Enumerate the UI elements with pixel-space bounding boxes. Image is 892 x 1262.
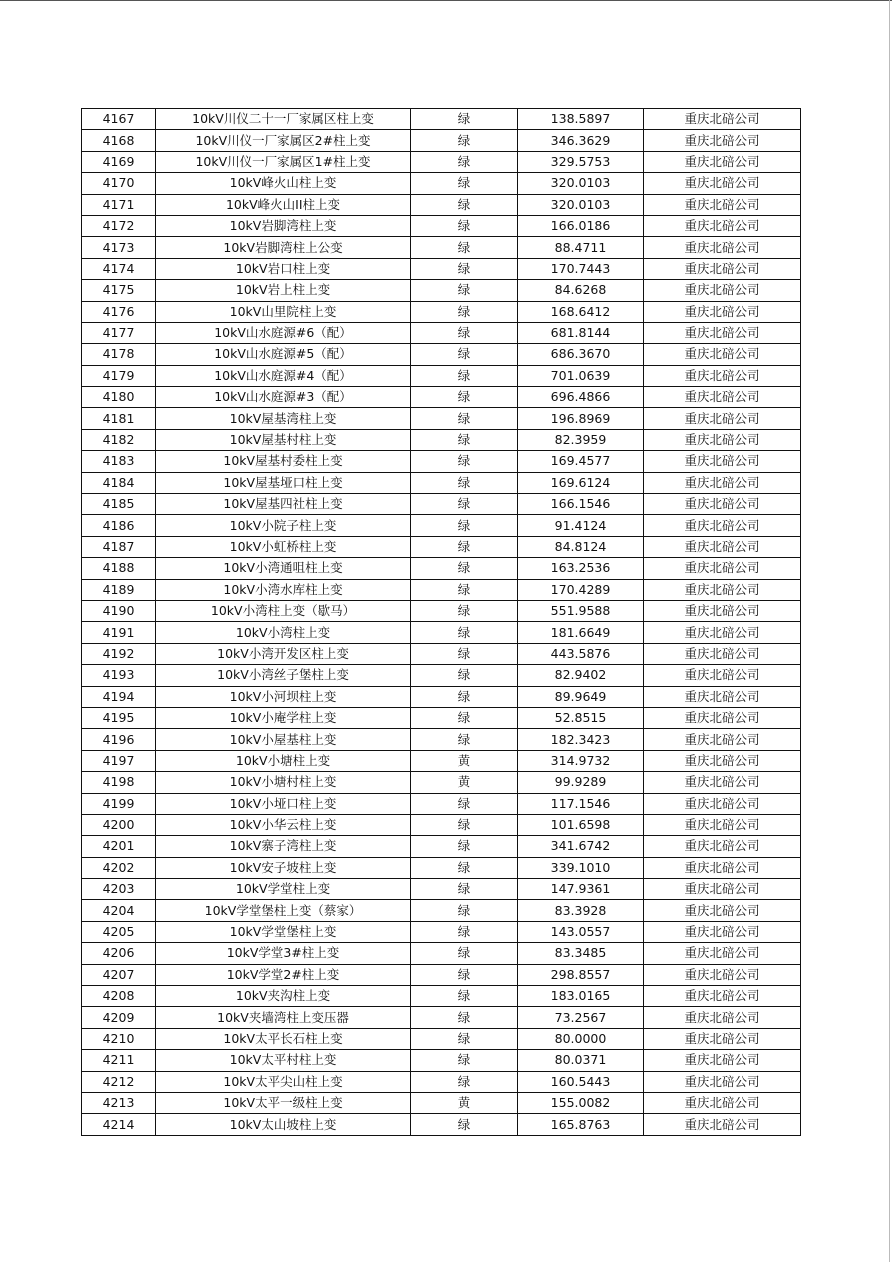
- status-cell: 绿: [411, 515, 518, 536]
- transformer-name-cell: 10kV川仪二十一厂家属区柱上变: [156, 109, 411, 130]
- company-cell: 重庆北碚公司: [644, 408, 801, 429]
- table-row: [82, 836, 801, 857]
- company-cell: 重庆北碚公司: [644, 1028, 801, 1049]
- table-row: [82, 986, 801, 1007]
- value-cell: 80.0000: [518, 1028, 644, 1049]
- company-cell: 重庆北碚公司: [644, 665, 801, 686]
- table-row: [82, 707, 801, 728]
- status-cell: 绿: [411, 600, 518, 621]
- status-cell: 绿: [411, 857, 518, 878]
- status-cell: 绿: [411, 707, 518, 728]
- row-id-cell: 4172: [82, 215, 156, 236]
- value-cell: 147.9361: [518, 879, 644, 900]
- transformer-name-cell: 10kV夹沟柱上变: [156, 986, 411, 1007]
- status-cell: 绿: [411, 879, 518, 900]
- table-row: [82, 665, 801, 686]
- table-row: [82, 536, 801, 557]
- value-cell: 320.0103: [518, 194, 644, 215]
- status-cell: 黄: [411, 1092, 518, 1113]
- status-cell: 绿: [411, 943, 518, 964]
- status-cell: 绿: [411, 429, 518, 450]
- table-row: [82, 814, 801, 835]
- company-cell: 重庆北碚公司: [644, 237, 801, 258]
- table-row: [82, 194, 801, 215]
- transformer-name-cell: 10kV太平长石柱上变: [156, 1028, 411, 1049]
- value-cell: 155.0082: [518, 1092, 644, 1113]
- value-cell: 166.1546: [518, 494, 644, 515]
- company-cell: 重庆北碚公司: [644, 472, 801, 493]
- company-cell: 重庆北碚公司: [644, 1071, 801, 1092]
- table-row: [82, 1114, 801, 1135]
- value-cell: 298.8557: [518, 964, 644, 985]
- table-row: [82, 643, 801, 664]
- status-cell: 绿: [411, 173, 518, 194]
- row-id-cell: 4189: [82, 579, 156, 600]
- row-id-cell: 4173: [82, 237, 156, 258]
- transformer-name-cell: 10kV小塘村柱上变: [156, 772, 411, 793]
- transformer-name-cell: 10kV山水庭源#5（配）: [156, 344, 411, 365]
- value-cell: 82.9402: [518, 665, 644, 686]
- transformer-name-cell: 10kV屋基村委柱上变: [156, 451, 411, 472]
- table-row: [82, 750, 801, 771]
- status-cell: 绿: [411, 836, 518, 857]
- transformer-name-cell: 10kV小虹桥柱上变: [156, 536, 411, 557]
- table-row: [82, 579, 801, 600]
- value-cell: 320.0103: [518, 173, 644, 194]
- status-cell: 绿: [411, 451, 518, 472]
- row-id-cell: 4179: [82, 365, 156, 386]
- table-row: [82, 921, 801, 942]
- transformer-name-cell: 10kV岩脚湾柱上变: [156, 215, 411, 236]
- row-id-cell: 4208: [82, 986, 156, 1007]
- status-cell: 绿: [411, 643, 518, 664]
- status-cell: 绿: [411, 365, 518, 386]
- transformer-name-cell: 10kV寨子湾柱上变: [156, 836, 411, 857]
- table-row: [82, 857, 801, 878]
- value-cell: 80.0371: [518, 1050, 644, 1071]
- status-cell: 绿: [411, 387, 518, 408]
- value-cell: 168.6412: [518, 301, 644, 322]
- value-cell: 341.6742: [518, 836, 644, 857]
- row-id-cell: 4191: [82, 622, 156, 643]
- company-cell: 重庆北碚公司: [644, 109, 801, 130]
- status-cell: 绿: [411, 130, 518, 151]
- company-cell: 重庆北碚公司: [644, 686, 801, 707]
- status-cell: 绿: [411, 921, 518, 942]
- row-id-cell: 4169: [82, 151, 156, 172]
- transformer-name-cell: 10kV学堂堡柱上变（蔡家）: [156, 900, 411, 921]
- company-cell: 重庆北碚公司: [644, 451, 801, 472]
- row-id-cell: 4214: [82, 1114, 156, 1135]
- row-id-cell: 4201: [82, 836, 156, 857]
- transformer-name-cell: 10kV屋基湾柱上变: [156, 408, 411, 429]
- value-cell: 169.6124: [518, 472, 644, 493]
- transformer-name-cell: 10kV小湾柱上变: [156, 622, 411, 643]
- transformer-name-cell: 10kV太平尖山柱上变: [156, 1071, 411, 1092]
- company-cell: 重庆北碚公司: [644, 1007, 801, 1028]
- table-row: [82, 1007, 801, 1028]
- company-cell: 重庆北碚公司: [644, 322, 801, 343]
- table-row: [82, 215, 801, 236]
- status-cell: 绿: [411, 558, 518, 579]
- status-cell: 绿: [411, 1007, 518, 1028]
- table-row: [82, 237, 801, 258]
- transformer-table: [81, 108, 801, 1136]
- transformer-name-cell: 10kV安子坡柱上变: [156, 857, 411, 878]
- transformer-name-cell: 10kV小华云柱上变: [156, 814, 411, 835]
- transformer-name-cell: 10kV小塘柱上变: [156, 750, 411, 771]
- value-cell: 686.3670: [518, 344, 644, 365]
- value-cell: 138.5897: [518, 109, 644, 130]
- transformer-name-cell: 10kV小湾开发区柱上变: [156, 643, 411, 664]
- value-cell: 443.5876: [518, 643, 644, 664]
- table-row: [82, 622, 801, 643]
- company-cell: 重庆北碚公司: [644, 1050, 801, 1071]
- company-cell: 重庆北碚公司: [644, 772, 801, 793]
- row-id-cell: 4184: [82, 472, 156, 493]
- table-row: [82, 451, 801, 472]
- transformer-name-cell: 10kV小庵学柱上变: [156, 707, 411, 728]
- value-cell: 183.0165: [518, 986, 644, 1007]
- table-row: [82, 729, 801, 750]
- table-row: [82, 1071, 801, 1092]
- company-cell: 重庆北碚公司: [644, 579, 801, 600]
- row-id-cell: 4194: [82, 686, 156, 707]
- status-cell: 绿: [411, 258, 518, 279]
- value-cell: 83.3485: [518, 943, 644, 964]
- table-row: [82, 130, 801, 151]
- status-cell: 绿: [411, 964, 518, 985]
- row-id-cell: 4213: [82, 1092, 156, 1113]
- table-row: [82, 943, 801, 964]
- value-cell: 88.4711: [518, 237, 644, 258]
- company-cell: 重庆北碚公司: [644, 643, 801, 664]
- status-cell: 绿: [411, 729, 518, 750]
- value-cell: 329.5753: [518, 151, 644, 172]
- transformer-name-cell: 10kV小河坝柱上变: [156, 686, 411, 707]
- row-id-cell: 4182: [82, 429, 156, 450]
- table-row: [82, 280, 801, 301]
- transformer-name-cell: 10kV屋基四社柱上变: [156, 494, 411, 515]
- transformer-name-cell: 10kV小湾柱上变（歇马）: [156, 600, 411, 621]
- table-row: [82, 365, 801, 386]
- value-cell: 84.8124: [518, 536, 644, 557]
- table-row: [82, 301, 801, 322]
- company-cell: 重庆北碚公司: [644, 857, 801, 878]
- transformer-name-cell: 10kV小湾水库柱上变: [156, 579, 411, 600]
- row-id-cell: 4187: [82, 536, 156, 557]
- row-id-cell: 4202: [82, 857, 156, 878]
- status-cell: 绿: [411, 322, 518, 343]
- value-cell: 165.8763: [518, 1114, 644, 1135]
- company-cell: 重庆北碚公司: [644, 707, 801, 728]
- transformer-name-cell: 10kV岩口柱上变: [156, 258, 411, 279]
- transformer-name-cell: 10kV屋基村柱上变: [156, 429, 411, 450]
- company-cell: 重庆北碚公司: [644, 921, 801, 942]
- transformer-name-cell: 10kV山里院柱上变: [156, 301, 411, 322]
- value-cell: 163.2536: [518, 558, 644, 579]
- row-id-cell: 4206: [82, 943, 156, 964]
- table-row: [82, 558, 801, 579]
- value-cell: 84.6268: [518, 280, 644, 301]
- company-cell: 重庆北碚公司: [644, 1092, 801, 1113]
- company-cell: 重庆北碚公司: [644, 151, 801, 172]
- status-cell: 绿: [411, 1050, 518, 1071]
- value-cell: 196.8969: [518, 408, 644, 429]
- value-cell: 339.1010: [518, 857, 644, 878]
- row-id-cell: 4211: [82, 1050, 156, 1071]
- status-cell: 绿: [411, 1114, 518, 1135]
- value-cell: 681.8144: [518, 322, 644, 343]
- transformer-name-cell: 10kV山水庭源#4（配）: [156, 365, 411, 386]
- company-cell: 重庆北碚公司: [644, 344, 801, 365]
- value-cell: 52.8515: [518, 707, 644, 728]
- row-id-cell: 4190: [82, 600, 156, 621]
- status-cell: 黄: [411, 750, 518, 771]
- row-id-cell: 4209: [82, 1007, 156, 1028]
- value-cell: 346.3629: [518, 130, 644, 151]
- row-id-cell: 4167: [82, 109, 156, 130]
- row-id-cell: 4175: [82, 280, 156, 301]
- row-id-cell: 4171: [82, 194, 156, 215]
- company-cell: 重庆北碚公司: [644, 494, 801, 515]
- company-cell: 重庆北碚公司: [644, 301, 801, 322]
- table-row: [82, 408, 801, 429]
- status-cell: 绿: [411, 536, 518, 557]
- company-cell: 重庆北碚公司: [644, 750, 801, 771]
- company-cell: 重庆北碚公司: [644, 836, 801, 857]
- transformer-name-cell: 10kV太平村柱上变: [156, 1050, 411, 1071]
- company-cell: 重庆北碚公司: [644, 365, 801, 386]
- table-row: [82, 429, 801, 450]
- transformer-name-cell: 10kV太山坡柱上变: [156, 1114, 411, 1135]
- value-cell: 170.7443: [518, 258, 644, 279]
- value-cell: 73.2567: [518, 1007, 644, 1028]
- status-cell: 绿: [411, 344, 518, 365]
- status-cell: 绿: [411, 151, 518, 172]
- status-cell: 绿: [411, 986, 518, 1007]
- status-cell: 绿: [411, 579, 518, 600]
- transformer-name-cell: 10kV学堂柱上变: [156, 879, 411, 900]
- row-id-cell: 4203: [82, 879, 156, 900]
- table-row: [82, 793, 801, 814]
- company-cell: 重庆北碚公司: [644, 600, 801, 621]
- company-cell: 重庆北碚公司: [644, 622, 801, 643]
- value-cell: 166.0186: [518, 215, 644, 236]
- value-cell: 117.1546: [518, 793, 644, 814]
- table-row: [82, 472, 801, 493]
- company-cell: 重庆北碚公司: [644, 943, 801, 964]
- status-cell: 绿: [411, 194, 518, 215]
- transformer-name-cell: 10kV岩脚湾柱上公变: [156, 237, 411, 258]
- row-id-cell: 4200: [82, 814, 156, 835]
- transformer-name-cell: 10kV学堂3#柱上变: [156, 943, 411, 964]
- transformer-name-cell: 10kV川仪一厂家属区2#柱上变: [156, 130, 411, 151]
- status-cell: 绿: [411, 215, 518, 236]
- transformer-name-cell: 10kV学堂2#柱上变: [156, 964, 411, 985]
- value-cell: 182.3423: [518, 729, 644, 750]
- transformer-name-cell: 10kV小湾丝子堡柱上变: [156, 665, 411, 686]
- value-cell: 101.6598: [518, 814, 644, 835]
- page-right-edge: [889, 0, 890, 1262]
- transformer-name-cell: 10kV山水庭源#3（配）: [156, 387, 411, 408]
- row-id-cell: 4168: [82, 130, 156, 151]
- value-cell: 701.0639: [518, 365, 644, 386]
- row-id-cell: 4174: [82, 258, 156, 279]
- row-id-cell: 4185: [82, 494, 156, 515]
- status-cell: 绿: [411, 280, 518, 301]
- row-id-cell: 4196: [82, 729, 156, 750]
- row-id-cell: 4186: [82, 515, 156, 536]
- status-cell: 绿: [411, 900, 518, 921]
- value-cell: 83.3928: [518, 900, 644, 921]
- company-cell: 重庆北碚公司: [644, 429, 801, 450]
- company-cell: 重庆北碚公司: [644, 536, 801, 557]
- value-cell: 99.9289: [518, 772, 644, 793]
- company-cell: 重庆北碚公司: [644, 879, 801, 900]
- row-id-cell: 4204: [82, 900, 156, 921]
- row-id-cell: 4207: [82, 964, 156, 985]
- company-cell: 重庆北碚公司: [644, 280, 801, 301]
- row-id-cell: 4212: [82, 1071, 156, 1092]
- transformer-name-cell: 10kV川仪一厂家属区1#柱上变: [156, 151, 411, 172]
- status-cell: 绿: [411, 814, 518, 835]
- value-cell: 160.5443: [518, 1071, 644, 1092]
- status-cell: 绿: [411, 665, 518, 686]
- table-body: [82, 109, 801, 1136]
- value-cell: 169.4577: [518, 451, 644, 472]
- row-id-cell: 4181: [82, 408, 156, 429]
- value-cell: 181.6649: [518, 622, 644, 643]
- value-cell: 551.9588: [518, 600, 644, 621]
- status-cell: 绿: [411, 494, 518, 515]
- status-cell: 绿: [411, 109, 518, 130]
- table-row: [82, 900, 801, 921]
- table-row: [82, 515, 801, 536]
- company-cell: 重庆北碚公司: [644, 729, 801, 750]
- table-row: [82, 1050, 801, 1071]
- row-id-cell: 4183: [82, 451, 156, 472]
- value-cell: 89.9649: [518, 686, 644, 707]
- transformer-name-cell: 10kV小湾通咀柱上变: [156, 558, 411, 579]
- transformer-name-cell: 10kV屋基垭口柱上变: [156, 472, 411, 493]
- row-id-cell: 4195: [82, 707, 156, 728]
- transformer-name-cell: 10kV太平一级柱上变: [156, 1092, 411, 1113]
- table-row: [82, 151, 801, 172]
- table-row: [82, 322, 801, 343]
- status-cell: 绿: [411, 408, 518, 429]
- company-cell: 重庆北碚公司: [644, 814, 801, 835]
- company-cell: 重庆北碚公司: [644, 1114, 801, 1135]
- table-row: [82, 344, 801, 365]
- transformer-name-cell: 10kV夹墙湾柱上变压器: [156, 1007, 411, 1028]
- table-row: [82, 1028, 801, 1049]
- table-row: [82, 258, 801, 279]
- table-row: [82, 600, 801, 621]
- row-id-cell: 4170: [82, 173, 156, 194]
- page-top-edge: [0, 0, 892, 1]
- row-id-cell: 4177: [82, 322, 156, 343]
- row-id-cell: 4205: [82, 921, 156, 942]
- company-cell: 重庆北碚公司: [644, 130, 801, 151]
- status-cell: 绿: [411, 301, 518, 322]
- value-cell: 91.4124: [518, 515, 644, 536]
- table-row: [82, 1092, 801, 1113]
- company-cell: 重庆北碚公司: [644, 986, 801, 1007]
- row-id-cell: 4192: [82, 643, 156, 664]
- table-row: [82, 109, 801, 130]
- transformer-name-cell: 10kV小垭口柱上变: [156, 793, 411, 814]
- value-cell: 696.4866: [518, 387, 644, 408]
- transformer-name-cell: 10kV学堂堡柱上变: [156, 921, 411, 942]
- status-cell: 绿: [411, 622, 518, 643]
- row-id-cell: 4210: [82, 1028, 156, 1049]
- transformer-name-cell: 10kV峰火山II柱上变: [156, 194, 411, 215]
- table-row: [82, 494, 801, 515]
- table-row: [82, 173, 801, 194]
- row-id-cell: 4178: [82, 344, 156, 365]
- transformer-name-cell: 10kV小屋基柱上变: [156, 729, 411, 750]
- transformer-name-cell: 10kV山水庭源#6（配）: [156, 322, 411, 343]
- row-id-cell: 4197: [82, 750, 156, 771]
- table-row: [82, 686, 801, 707]
- status-cell: 绿: [411, 237, 518, 258]
- row-id-cell: 4199: [82, 793, 156, 814]
- table-row: [82, 772, 801, 793]
- value-cell: 82.3959: [518, 429, 644, 450]
- transformer-name-cell: 10kV小院子柱上变: [156, 515, 411, 536]
- status-cell: 绿: [411, 793, 518, 814]
- row-id-cell: 4198: [82, 772, 156, 793]
- company-cell: 重庆北碚公司: [644, 964, 801, 985]
- company-cell: 重庆北碚公司: [644, 793, 801, 814]
- value-cell: 314.9732: [518, 750, 644, 771]
- row-id-cell: 4193: [82, 665, 156, 686]
- transformer-name-cell: 10kV峰火山柱上变: [156, 173, 411, 194]
- value-cell: 170.4289: [518, 579, 644, 600]
- company-cell: 重庆北碚公司: [644, 215, 801, 236]
- company-cell: 重庆北碚公司: [644, 173, 801, 194]
- transformer-name-cell: 10kV岩上柱上变: [156, 280, 411, 301]
- table-row: [82, 964, 801, 985]
- company-cell: 重庆北碚公司: [644, 194, 801, 215]
- status-cell: 绿: [411, 1071, 518, 1092]
- row-id-cell: 4180: [82, 387, 156, 408]
- company-cell: 重庆北碚公司: [644, 515, 801, 536]
- row-id-cell: 4188: [82, 558, 156, 579]
- status-cell: 绿: [411, 472, 518, 493]
- status-cell: 绿: [411, 1028, 518, 1049]
- value-cell: 143.0557: [518, 921, 644, 942]
- table-row: [82, 879, 801, 900]
- company-cell: 重庆北碚公司: [644, 558, 801, 579]
- company-cell: 重庆北碚公司: [644, 387, 801, 408]
- table-row: [82, 387, 801, 408]
- status-cell: 绿: [411, 686, 518, 707]
- company-cell: 重庆北碚公司: [644, 258, 801, 279]
- row-id-cell: 4176: [82, 301, 156, 322]
- status-cell: 黄: [411, 772, 518, 793]
- company-cell: 重庆北碚公司: [644, 900, 801, 921]
